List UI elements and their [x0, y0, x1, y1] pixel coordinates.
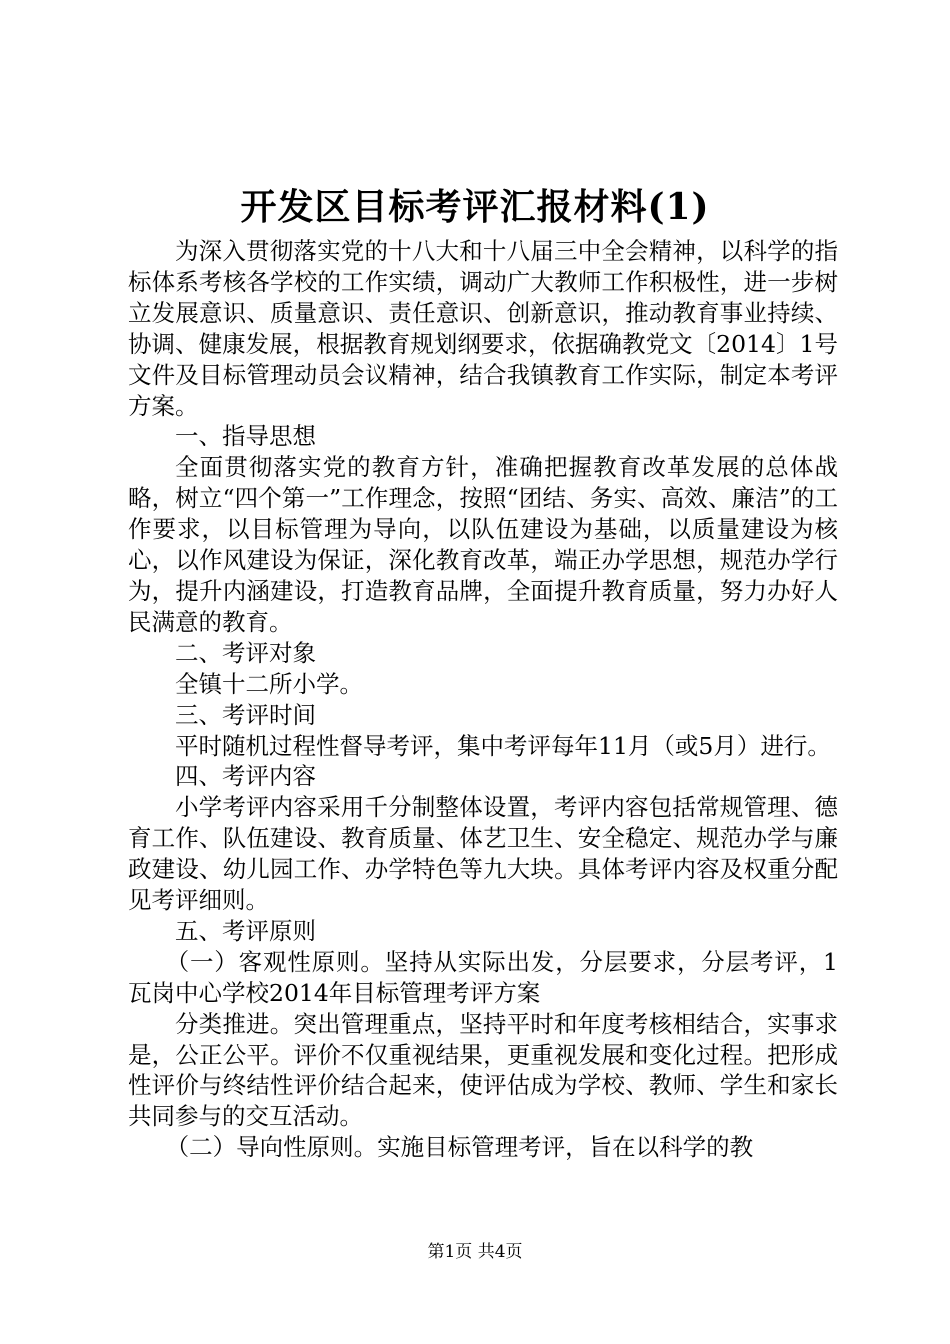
- paragraph: 分类推进。突出管理重点，坚持平时和年度考核相结合，实事求是，公正公平。评价不仅重视结果，更重视发展和变化过程。把形成性评价与终结性评价结合起来，使评估成为学校、教师、学生和家长共同参与的交互活动。: [128, 1009, 838, 1131]
- paragraph: 一、指导思想: [175, 422, 316, 451]
- paragraph: 五、考评原则: [175, 916, 316, 945]
- page-title: 开发区目标考评汇报材料(1): [240, 186, 710, 228]
- paragraph: 二、考评对象: [175, 638, 316, 667]
- paragraph: （二）导向性原则。实施目标管理考评，旨在以科学的教: [165, 1133, 754, 1162]
- paragraph: 全镇十二所小学。: [175, 669, 363, 698]
- paragraph: 为深入贯彻落实党的十八大和十八届三中全会精神，以科学的指标体系考核各学校的工作实绩，调动广大教师工作积极性，进一步树立发展意识、质量意识、责任意识、创新意识，推动教育事业持续、协调、健康发展，根据教育规划纲要求，依据确教党文〔2014〕1号文件及目标管理动员会议精神，结合我镇教育工作实际，制定本考评方案。: [128, 237, 838, 420]
- paragraph: 小学考评内容采用千分制整体设置，考评内容包括常规管理、德育工作、队伍建设、教育质量、体艺卫生、安全稳定、规范办学与廉政建设、幼儿园工作、办学特色等九大块。具体考评内容及权重分配见考评细则。: [128, 793, 838, 915]
- paragraph: （一）客观性原则。坚持从实际出发，分层要求，分层考评，1瓦岗中心学校2014年目标管理考评方案: [128, 947, 838, 1007]
- paragraph: 平时随机过程性督导考评，集中考评每年11月（或5月）进行。: [175, 731, 831, 760]
- paragraph: 全面贯彻落实党的教育方针，准确把握教育改革发展的总体战略，树立“四个第一”工作理念，按照“团结、务实、高效、廉洁”的工作要求，以目标管理为导向，以队伍建设为基础，以质量建设为核心，以作风建设为保证，深化教育改革，端正办学思想，规范办学行为，提升内涵建设，打造教育品牌，全面提升教育质量，努力办好人民满意的教育。: [128, 453, 838, 636]
- page-footer: 第1页 共4页: [427, 1242, 523, 1262]
- paragraph: 四、考评内容: [175, 762, 316, 791]
- paragraph: 三、考评时间: [175, 700, 316, 729]
- document-body: [128, 236, 838, 1163]
